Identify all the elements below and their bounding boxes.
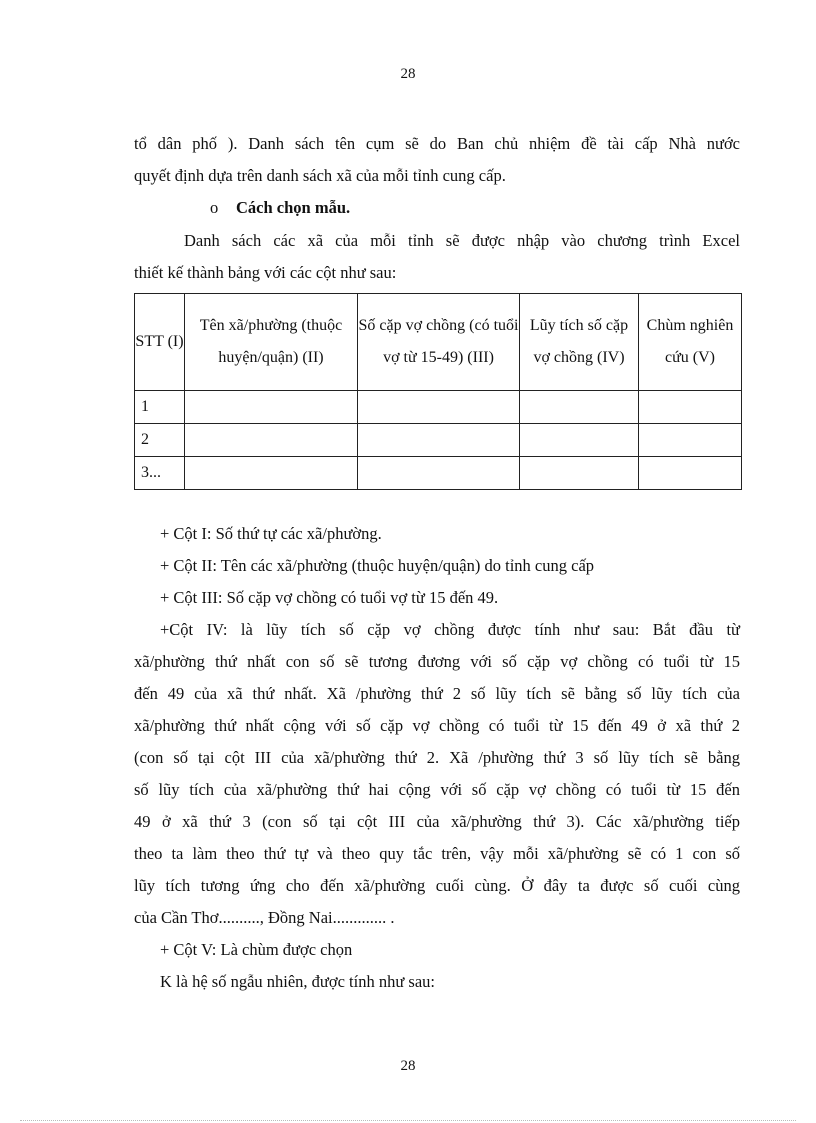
table-row: [135, 391, 742, 424]
column-descriptions: [134, 518, 740, 998]
row-number: 2: [135, 424, 185, 457]
col5-desc: + Cột V: Là chùm được chọn: [160, 940, 353, 959]
sampling-line-1: Danh sách các xã của mỗi tỉnh sẽ được nhập vào chương trình Excel: [184, 231, 740, 250]
col4-line: (con số tại cột III của xã/phường thứ 2. Xã /phường thứ 3 số lũy tích sẽ bằng: [134, 748, 740, 767]
page-number-bottom: 28: [400, 1058, 416, 1074]
row-number: 3...: [135, 457, 185, 490]
intro-paragraph: [134, 128, 740, 192]
header-stt: STT (I): [135, 294, 185, 391]
col4-line: đến 49 của xã thứ nhất. Xã /phường thứ 2 số lũy tích sẽ bằng số lũy tích của: [134, 684, 740, 703]
col3-desc: + Cột III: Số cặp vợ chồng có tuổi vợ từ 15 đến 49.: [160, 588, 499, 607]
col4-line: +Cột IV: là lũy tích số cặp vợ chồng được tính như sau: Bắt đầu từ: [160, 620, 740, 639]
col1-desc: + Cột I: Số thứ tự các xã/phường.: [160, 524, 382, 543]
k-coefficient-line: K là hệ số ngẫu nhiên, được tính như sau:: [160, 972, 435, 991]
sampling-line-2: thiết kế thành bảng với các cột như sau:: [134, 263, 397, 282]
col4-line: 49 ở xã thứ 3 (con số tại cột III của xã/phường thứ 3). Các xã/phường tiếp: [134, 812, 740, 831]
header-cluster: Chùm nghiên cứu (V): [639, 294, 742, 391]
sampling-bullet-heading: [210, 196, 350, 220]
excel-columns-table: [134, 293, 742, 490]
header-cumulative: Lũy tích số cặp vợ chồng (IV): [520, 294, 639, 391]
bullet-circle-icon: o: [210, 198, 219, 217]
sampling-heading: Cách chọn mẫu.: [236, 198, 351, 217]
header-couples-count: Số cặp vợ chồng (có tuổi vợ từ 15-49) (III): [358, 294, 520, 391]
col4-line: số lũy tích của xã/phường thứ hai cộng với số cặp vợ chồng có tuổi từ 15 đến: [134, 780, 740, 799]
page-number-top: 28: [400, 66, 416, 82]
intro-line-2: quyết định dựa trên danh sách xã của mỗi tỉnh cung cấp.: [134, 166, 506, 185]
row-number: 1: [135, 391, 185, 424]
page-bottom-divider: [20, 1120, 796, 1121]
intro-line-1: tổ dân phố ). Danh sách tên cụm sẽ do Ban chủ nhiệm đề tài cấp Nhà nước: [134, 134, 740, 153]
col4-line: xã/phường thứ nhất con số sẽ tương đương với số cặp vợ chồng có tuổi từ 15: [134, 652, 740, 671]
col2-desc: + Cột II: Tên các xã/phường (thuộc huyện/quận) do tỉnh cung cấp: [160, 556, 595, 575]
table-row: [135, 424, 742, 457]
col4-line: lũy tích tương ứng cho đến xã/phường cuối cùng. Ở đây ta được số cuối cùng: [134, 876, 740, 895]
col4-line: xã/phường thứ nhất cộng với số cặp vợ chồng có tuổi từ 15 đến 49 ở xã thứ 2: [134, 716, 740, 735]
col4-line: theo ta làm theo thứ tự và theo quy tắc trên, vậy mỗi xã/phường sẽ có 1 con số: [134, 844, 740, 863]
col4-line: của Cần Thơ.........., Đồng Nai............. .: [134, 908, 395, 927]
header-commune-name: Tên xã/phường (thuộc huyện/quận) (II): [185, 294, 358, 391]
table-row: [135, 457, 742, 490]
table-header-row: [135, 294, 742, 391]
sampling-paragraph: [134, 225, 740, 289]
